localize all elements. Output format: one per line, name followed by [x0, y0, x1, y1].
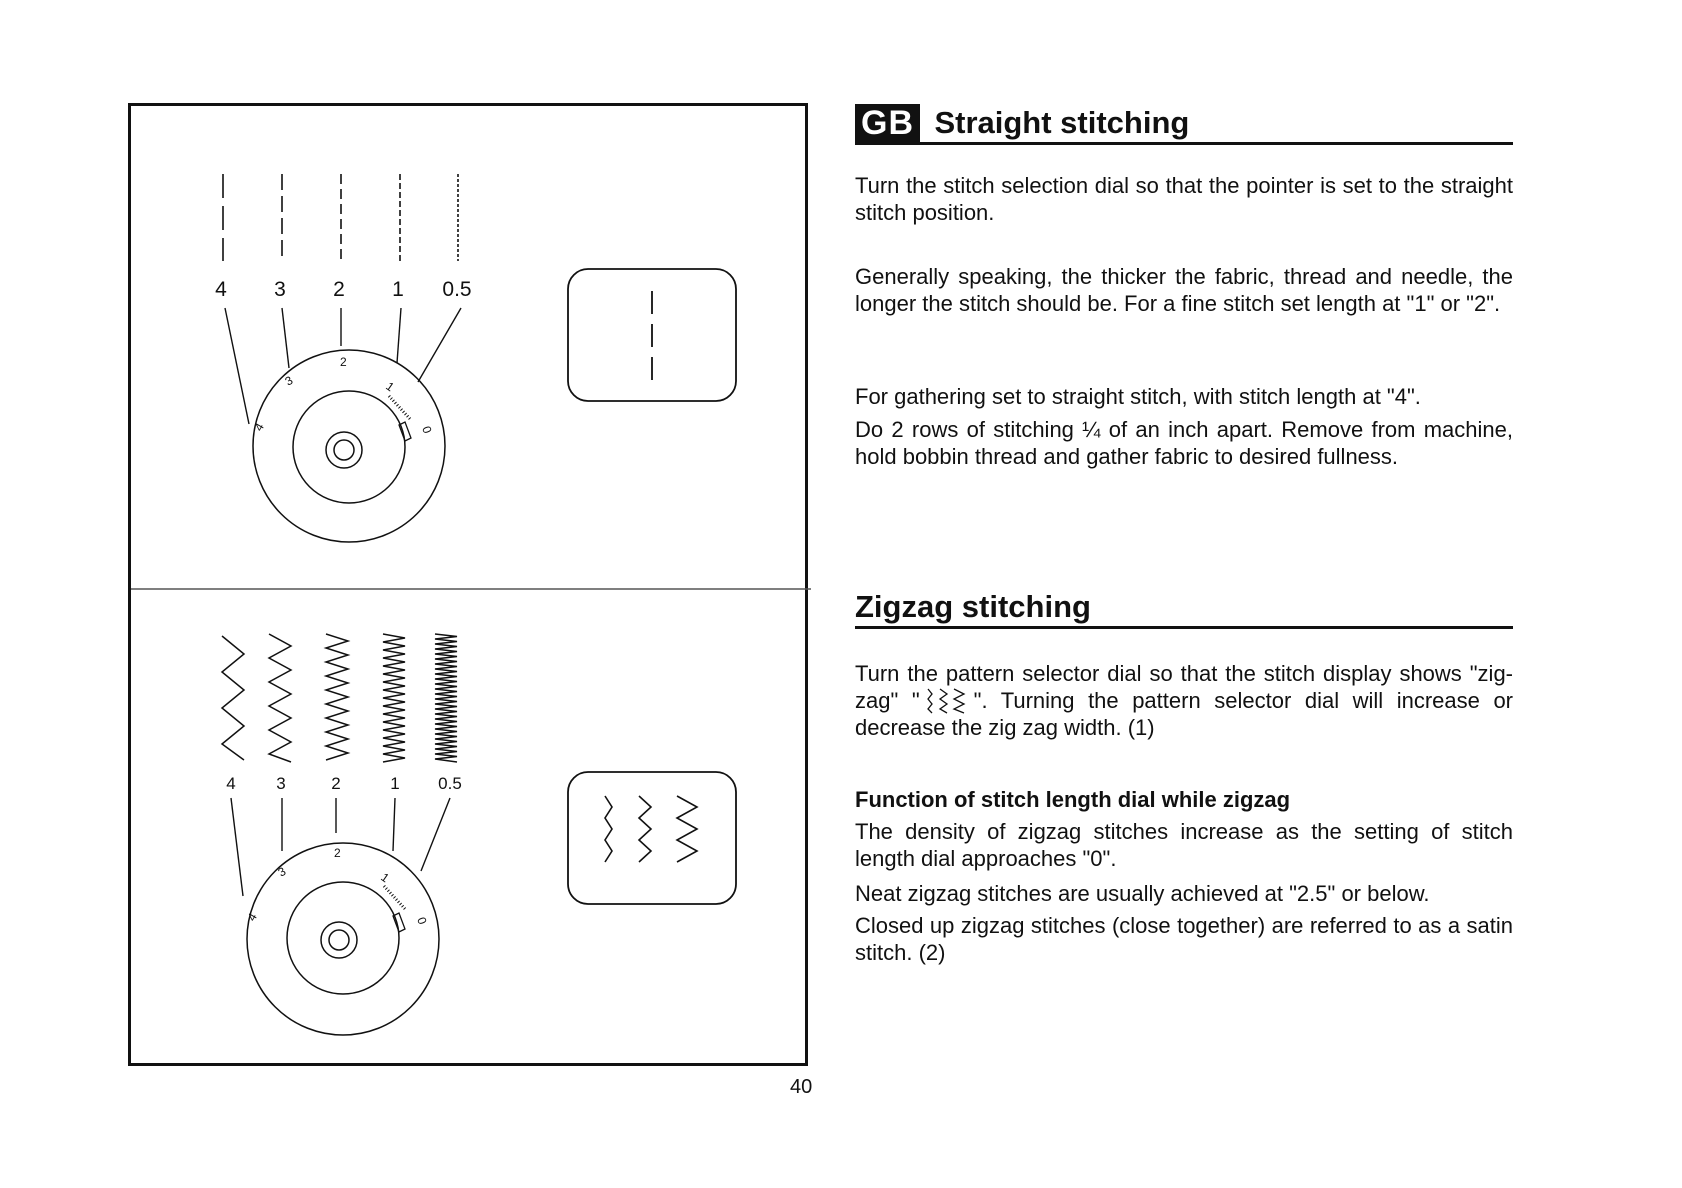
zigzag-symbol-icon — [920, 687, 974, 714]
scale-label: 4 — [215, 278, 227, 301]
straight-paragraph-2: Generally speaking, the thicker the fabric, thread and needle, the longer the stitch should be. For a fine stitch set length at "1" or "2". — [855, 264, 1513, 316]
zigzag-paragraph-2: The density of zigzag stitches increase as the setting of stitch length dial approaches "0". — [855, 819, 1513, 871]
straight-scale-labels — [215, 278, 471, 301]
stitch-length-dial-top — [253, 350, 445, 542]
page-number: 40 — [790, 1076, 813, 1098]
svg-text:4: 4 — [244, 910, 260, 924]
section-title: Zigzag stitching — [855, 589, 1091, 624]
scale-label: 4 — [226, 774, 236, 793]
zigzag-stitch-samples — [222, 634, 457, 762]
dial-mark-labels-bottom — [244, 846, 429, 927]
zigzag-stitching-heading — [855, 588, 1513, 629]
zigzag-paragraph-4: Closed up zigzag stitches (close together) are referred to as a satin stitch. (2) — [855, 913, 1513, 965]
section-title: Straight stitching — [934, 105, 1190, 140]
stitch-display-zigzag — [568, 772, 736, 904]
straight-paragraph-3: For gathering set to straight stitch, with stitch length at "4". — [855, 384, 1421, 409]
dial-mark-labels-top — [251, 355, 434, 436]
straight-stitching-heading — [855, 104, 1513, 145]
scale-label: 3 — [276, 774, 286, 793]
zigzag-paragraph-3: Neat zigzag stitches are usually achieved at "2.5" or below. — [855, 881, 1430, 906]
straight-paragraph-1: Turn the stitch selection dial so that the pointer is set to the straight stitch position. — [855, 173, 1513, 225]
stitch-illustration — [131, 106, 811, 1069]
svg-text:3: 3 — [275, 864, 289, 880]
language-badge: GB — [855, 104, 920, 142]
scale-label: 1 — [390, 774, 400, 793]
svg-text:1: 1 — [378, 869, 392, 886]
scale-label: 3 — [274, 278, 286, 301]
svg-text:2: 2 — [334, 846, 341, 860]
straight-paragraph-4: Do 2 rows of stitching ¼ of an inch apart. Remove from machine, hold bobbin thread and gather fabric to desired fullness. — [855, 417, 1513, 469]
straight-stitch-samples — [223, 174, 458, 261]
svg-text:0: 0 — [419, 424, 435, 436]
stitch-length-figure — [128, 103, 808, 1066]
scale-label: 1 — [392, 278, 404, 301]
svg-text:1: 1 — [383, 378, 397, 395]
zigzag-scale-labels — [226, 774, 462, 793]
scale-label: 0.5 — [442, 278, 472, 301]
zigzag-stitch-display-pattern — [605, 796, 697, 862]
scale-label: 2 — [333, 278, 345, 301]
scale-label: 2 — [331, 774, 341, 793]
svg-text:0: 0 — [414, 915, 430, 927]
zigzag-subheading: Function of stitch length dial while zigzag — [855, 787, 1291, 812]
svg-text:2: 2 — [340, 355, 347, 369]
svg-text:4: 4 — [251, 420, 267, 434]
scale-label: 0.5 — [438, 774, 462, 793]
stitch-length-dial-bottom — [247, 843, 439, 1035]
svg-text:3: 3 — [282, 373, 296, 389]
zigzag-paragraph-1: Turn the pattern selector dial so that the stitch display shows "zig-zag" " ". Turning the pattern selector dial will increase or decrease the zig zag width. (1) — [855, 661, 1514, 740]
